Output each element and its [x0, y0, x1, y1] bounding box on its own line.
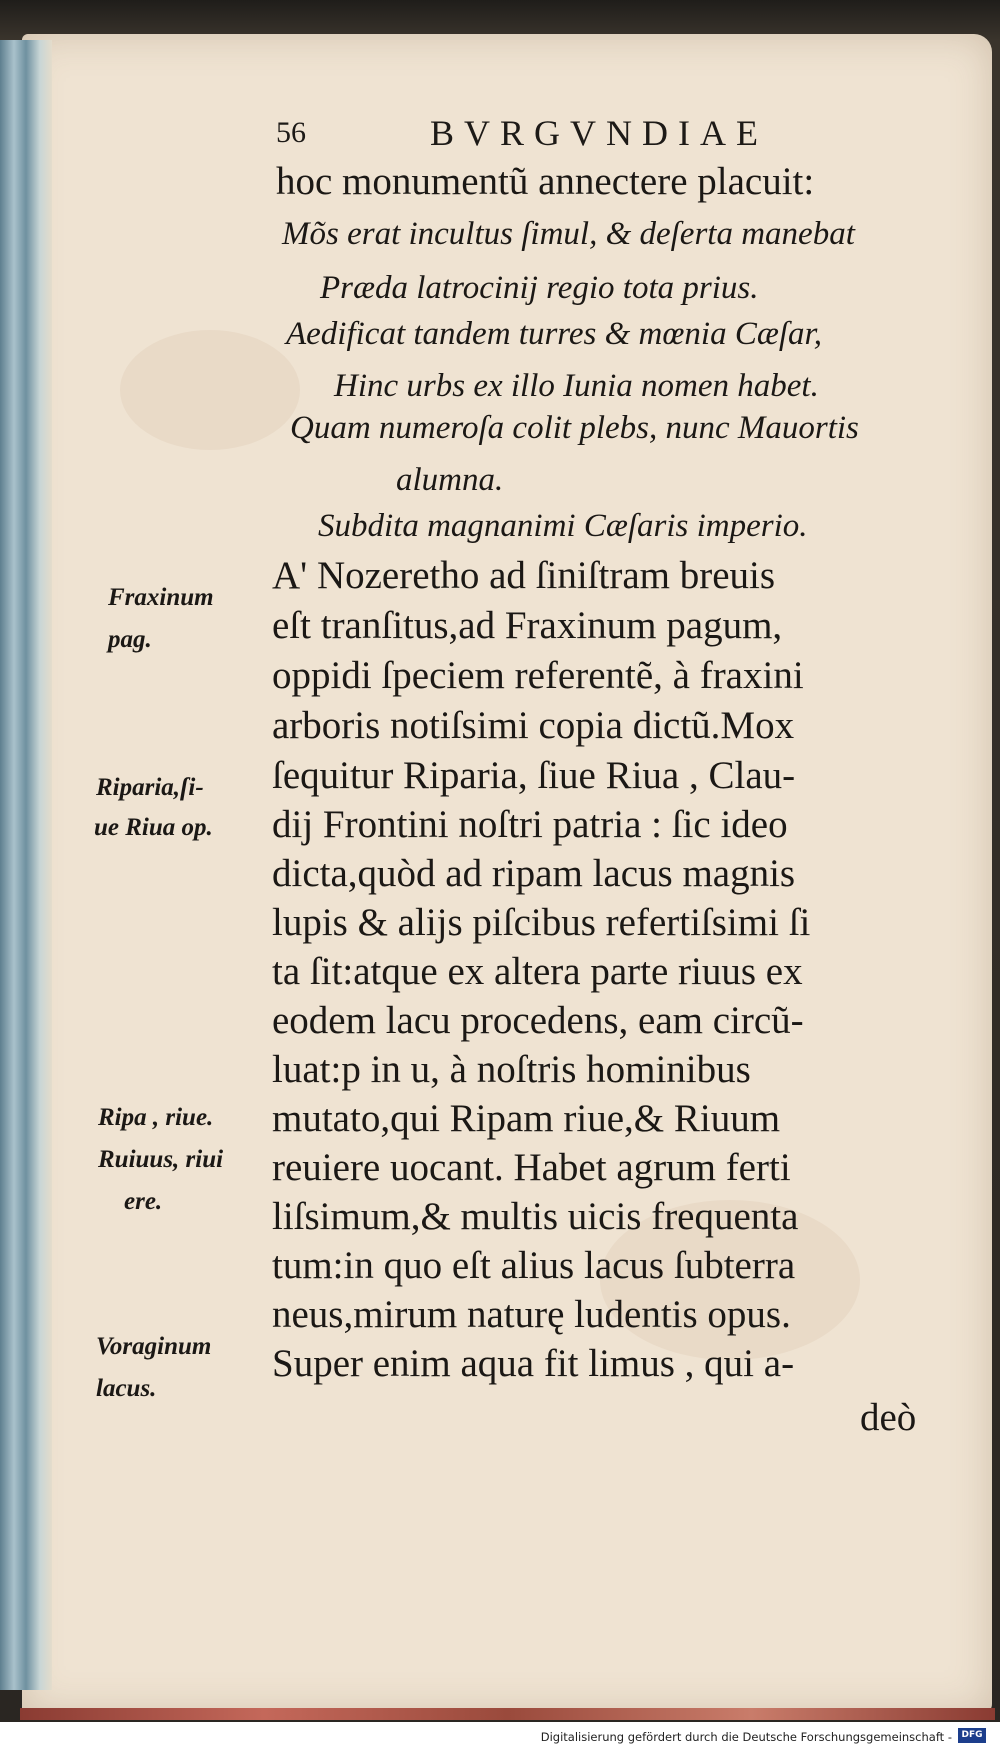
body-line: ſequitur Riparia, ſiue Riua , Clau- [272, 754, 796, 797]
margin-note: Ripa , riue. [98, 1104, 214, 1131]
verse-line: Mõs erat incultus ſimul, & deſerta manebat [282, 216, 855, 252]
page-bottom-edge [20, 1708, 995, 1720]
body-line: dij Frontini noſtri patria : ſic ideo [272, 803, 788, 846]
margin-note: Ruiuus, riui [98, 1146, 224, 1173]
verse-line: Quam numeroſa colit plebs, nunc Mauortis [290, 410, 859, 446]
paper-stain [120, 330, 300, 450]
body-line: tum:in quo eſt alius lacus ſubterra [272, 1244, 796, 1287]
body-line: neus,mirum naturę ludentis opus. [272, 1293, 791, 1336]
verse-line: Hinc urbs ex illo Iunia nomen habet. [334, 368, 819, 404]
running-title: BVRGVNDIAE [430, 113, 768, 153]
verse-line: Aedificat tandem turres & mœnia Cæſar, [286, 316, 822, 352]
body-line: luat:p in u, à noſtris hominibus [272, 1048, 751, 1091]
margin-note: Riparia,ſi- [96, 774, 204, 801]
margin-note: Fraxinum [108, 584, 214, 611]
body-line: lupis & aliјs piſcibus refertiſsimi ſi [272, 901, 811, 944]
body-line: mutato,qui Ripam riue,& Riuum [272, 1097, 781, 1140]
digitization-credit: Digitalisierung gefördert durch die Deutsche Forschungsgemeinschaft - [540, 1730, 952, 1744]
body-line: eodem lacu procedens, eam circũ- [272, 999, 804, 1042]
verse-intro: hoc monumentũ annectere placuit: [276, 160, 815, 203]
margin-note: pag. [108, 626, 152, 653]
verse-line: alumna. [396, 462, 504, 498]
dfg-logo: DFG [958, 1728, 986, 1743]
margin-note: Voraginum [96, 1333, 212, 1360]
body-line: oppidi ſpeciem referentẽ, à fraxini [272, 654, 804, 697]
page-header [270, 112, 910, 162]
body-line: reuiere uocant. Habet agrum ferti [272, 1146, 791, 1189]
catchword: deò [860, 1396, 917, 1439]
body-line: ta ſit:atque ex altera parte riuus ex [272, 950, 803, 993]
body-line: arboris notiſsimi copia dictũ.Mox [272, 704, 795, 747]
margin-note: ue Riua op. [94, 814, 213, 841]
verse-line: Præda latrocinij regio tota prius. [320, 270, 759, 306]
body-line: liſsimum,& multis uicis frequenta [272, 1195, 799, 1238]
body-line: Super enim aqua fit limus , qui a- [272, 1342, 795, 1385]
body-line: A' Nozeretho ad ſiniſtram breuis [272, 554, 776, 597]
book-spine-edge [0, 40, 52, 1690]
page-number: 56 [276, 116, 306, 149]
body-line: dicta,quòd ad ripam lacus magnis [272, 852, 796, 895]
body-line: eſt tranſitus,ad Fraxinum pagum, [272, 604, 783, 647]
margin-note: ere. [124, 1188, 163, 1215]
margin-note: lacus. [96, 1375, 157, 1402]
verse-line: Subdita magnanimi Cæſaris imperio. [318, 508, 808, 544]
